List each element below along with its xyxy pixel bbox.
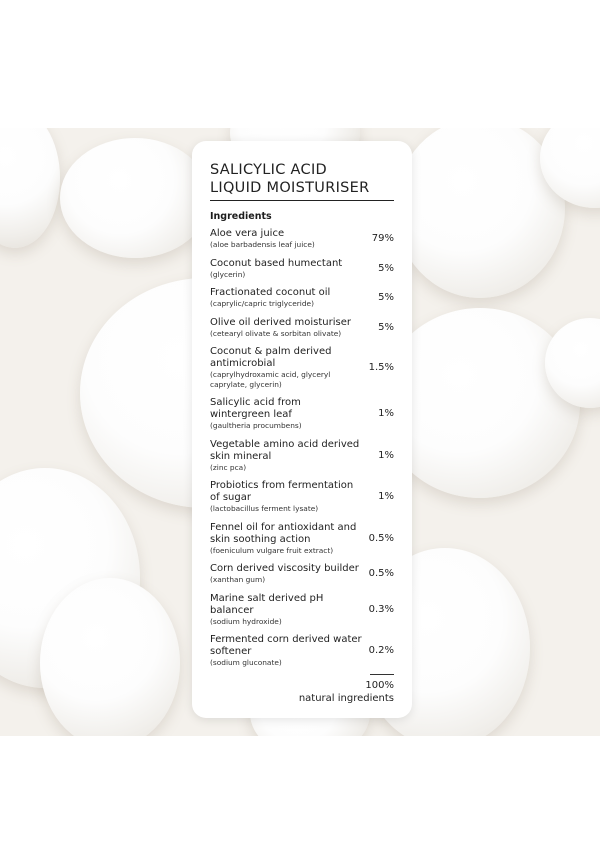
ingredient-detail: (zinc pca) (210, 462, 247, 472)
ingredient-name: Corn derived viscosity builder (210, 563, 359, 574)
ingredient-text (210, 317, 364, 339)
ingredient-percent: 79% (371, 233, 394, 245)
total-percent: 100% (365, 679, 394, 691)
ingredient-percent: 0.3% (368, 603, 394, 615)
total-summary (210, 679, 394, 705)
ingredient-row (210, 563, 394, 585)
ingredient-percent: 1.5% (368, 362, 394, 373)
ingredient-row (210, 480, 394, 514)
ingredient-percent: 5% (378, 321, 394, 333)
ingredient-name: Vegetable amino acid derived skin mineral (210, 438, 360, 462)
ingredient-text (210, 397, 364, 431)
lotion-blob (40, 578, 180, 736)
ingredient-row (210, 397, 394, 431)
product-title-line2: LIQUID MOISTURISER (210, 180, 370, 196)
ingredient-text (210, 522, 364, 556)
ingredient-row (210, 317, 394, 339)
ingredient-percent: 5% (378, 292, 394, 304)
ingredient-row (210, 287, 394, 309)
ingredient-name: Fermented corn derived water softener (210, 634, 362, 657)
ingredient-detail: (caprylhydroxamic acid, glyceryl caprylate, glycerin) (210, 370, 331, 389)
ingredient-row (210, 593, 394, 627)
ingredient-name: Probiotics from fermentation of sugar (210, 480, 354, 503)
ingredient-text (210, 287, 364, 309)
ingredient-detail: (gaultheria procumbens) (210, 421, 302, 430)
ingredient-row (210, 258, 394, 280)
ingredient-percent: 1% (378, 408, 394, 420)
lotion-blob (0, 128, 60, 248)
ingredient-percent: 5% (378, 262, 394, 274)
ingredient-row (210, 634, 394, 668)
ingredient-text (210, 228, 364, 250)
ingredient-name: Fractionated coconut oil (210, 287, 331, 298)
ingredient-text (210, 346, 364, 389)
ingredient-text (210, 439, 364, 473)
ingredients-list (210, 228, 394, 668)
total-label: natural ingredients (298, 692, 394, 704)
ingredient-detail: (lactobacillus ferment lysate) (210, 504, 319, 513)
ingredient-detail: (glycerin) (210, 269, 246, 279)
ingredient-percent: 1% (378, 449, 394, 461)
ingredient-text (210, 258, 364, 280)
ingredient-row (210, 346, 394, 389)
ingredient-percent: 0.5% (368, 568, 394, 580)
title-divider (210, 200, 394, 201)
ingredient-detail: (cetearyl olivate & sorbitan olivate) (210, 328, 342, 338)
total-divider (370, 674, 394, 675)
ingredient-row (210, 439, 394, 473)
ingredient-row (210, 522, 394, 556)
ingredient-text (210, 593, 364, 627)
ingredient-percent: 1% (378, 491, 394, 503)
ingredient-name: Olive oil derived moisturiser (210, 316, 351, 328)
ingredient-name: Fennel oil for antioxidant and skin soothing action (210, 521, 357, 545)
product-title (210, 161, 394, 197)
ingredient-text (210, 634, 364, 668)
ingredient-row (210, 228, 394, 250)
ingredient-detail: (sodium hydroxide) (210, 616, 282, 626)
ingredient-name: Marine salt derived pH balancer (210, 592, 324, 616)
ingredient-percent: 0.2% (368, 645, 394, 657)
ingredient-detail: (aloe barbadensis leaf juice) (210, 240, 315, 249)
lotion-blob (60, 138, 210, 258)
ingredients-card (192, 141, 412, 718)
ingredient-name: Salicylic acid from wintergreen leaf (210, 397, 301, 420)
ingredient-text (210, 563, 364, 585)
ingredient-name: Coconut based humectant (210, 257, 343, 269)
ingredient-name: Coconut & palm derived antimicrobial (210, 346, 332, 369)
ingredient-detail: (caprylic/capric triglyceride) (210, 299, 314, 308)
ingredient-detail: (foeniculum vulgare fruit extract) (210, 545, 334, 555)
ingredient-detail: (sodium gluconate) (210, 658, 282, 667)
ingredient-percent: 0.5% (368, 532, 394, 544)
ingredient-name: Aloe vera juice (210, 228, 285, 239)
ingredient-text (210, 480, 364, 514)
ingredient-detail: (xanthan gum) (210, 575, 266, 584)
ingredients-heading: Ingredients (210, 211, 272, 222)
product-title-line1: SALICYLIC ACID (210, 162, 327, 178)
